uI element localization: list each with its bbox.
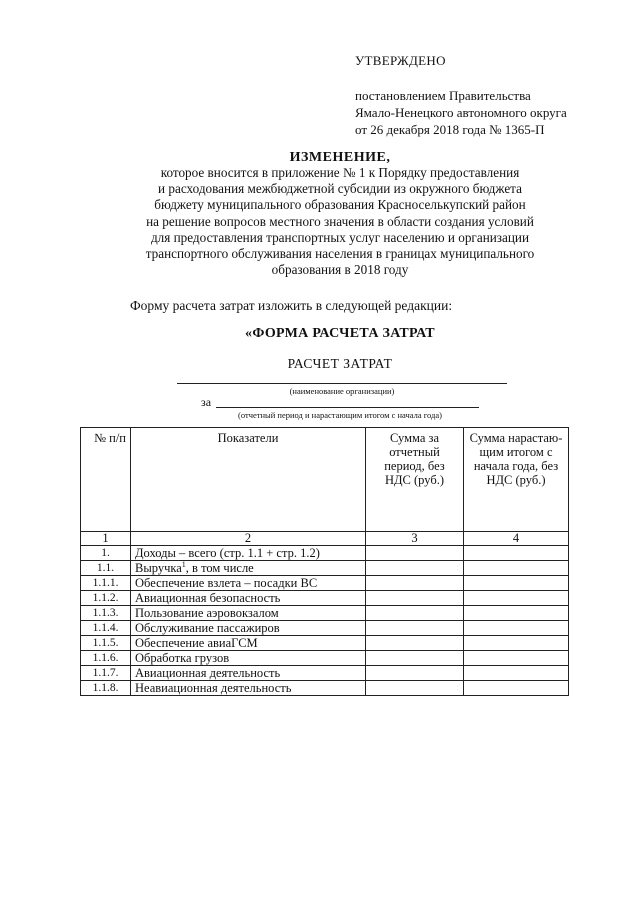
row-cumulative-value (464, 606, 569, 621)
subtitle-line: для предоставления транспортных услуг населению и организации (150, 229, 530, 245)
period-prefix: за (201, 395, 212, 409)
document-title: ИЗМЕНЕНИЕ, (289, 150, 391, 165)
subtitle-line: и расходования межбюджетной субсидии из окружного бюджета (158, 181, 522, 197)
row-number: 1.1.7. (81, 666, 131, 681)
table-row (81, 651, 569, 666)
row-label: Неавиационная деятельность (131, 681, 366, 696)
row-number: 1. (81, 546, 131, 561)
row-label: Пользование аэровокзалом (131, 606, 366, 621)
form-title: «ФОРМА РАСЧЕТА ЗАТРАТ (245, 326, 435, 341)
row-cumulative-value (464, 576, 569, 591)
table-row (81, 591, 569, 606)
row-label: Обеспечение авиаГСМ (131, 636, 366, 651)
subtitle-line: образования в 2018 году (271, 262, 409, 278)
approval-line: Ямало-Ненецкого автономного округа (355, 105, 567, 120)
table-row (81, 621, 569, 636)
subtitle-line: на решение вопросов местного значения в области создания условий (146, 213, 534, 229)
table-row (81, 666, 569, 681)
row-number: 1.1.3. (81, 606, 131, 621)
row-period-value (366, 666, 464, 681)
row-period-value (366, 621, 464, 636)
organization-caption: (наименование организации) (289, 386, 395, 396)
header-indicators: Показатели (131, 428, 366, 532)
table-row (81, 636, 569, 651)
approval-heading: УТВЕРЖДЕНО (355, 53, 446, 68)
column-number: 4 (464, 532, 569, 546)
subtitle-line: бюджету муниципального образования Красноселькупский район (154, 197, 526, 213)
row-period-value (366, 561, 464, 576)
calc-title: РАСЧЕТ ЗАТРАТ (287, 356, 393, 371)
row-period-value (366, 681, 464, 696)
row-number: 1.1. (81, 561, 131, 576)
organization-name-line (177, 383, 507, 384)
table-row (81, 681, 569, 696)
document-subtitle (100, 165, 580, 278)
row-period-value (366, 591, 464, 606)
row-number: 1.1.2. (81, 591, 131, 606)
period-line (216, 407, 479, 408)
row-label-text: Выручка (135, 561, 182, 575)
header-number: № п/п (81, 428, 131, 532)
row-cumulative-value (464, 591, 569, 606)
row-number: 1.1.6. (81, 651, 131, 666)
row-period-value (366, 576, 464, 591)
row-label-suffix: , в том числе (185, 561, 254, 575)
subtitle-line: транспортного обслуживания населения в границах муниципального (145, 246, 535, 262)
row-label: Обеспечение взлета – посадки ВС (131, 576, 366, 591)
row-label: Обработка грузов (131, 651, 366, 666)
column-number: 2 (131, 532, 366, 546)
header-cumulative-sum: Сумма нарастаю-щим итогом с начала года, без НДС (руб.) (464, 428, 569, 532)
row-cumulative-value (464, 561, 569, 576)
row-label: Доходы – всего (стр. 1.1 + стр. 1.2) (131, 546, 366, 561)
row-cumulative-value (464, 636, 569, 651)
table-row (81, 561, 569, 576)
approval-block (355, 52, 567, 138)
row-cumulative-value (464, 666, 569, 681)
row-period-value (366, 636, 464, 651)
row-label: Обслуживание пассажиров (131, 621, 366, 636)
row-number: 1.1.4. (81, 621, 131, 636)
row-cumulative-value (464, 651, 569, 666)
row-number: 1.1.8. (81, 681, 131, 696)
period-caption: (отчетный период и нарастающим итогом с начала года) (238, 410, 442, 420)
intro-text: Форму расчета затрат изложить в следующей редакции: (130, 298, 453, 313)
row-number: 1.1.5. (81, 636, 131, 651)
row-period-value (366, 651, 464, 666)
column-numbers-row (81, 532, 569, 546)
row-label: Авиационная безопасность (131, 591, 366, 606)
row-cumulative-value (464, 621, 569, 636)
row-period-value (366, 546, 464, 561)
header-period-sum: Сумма за отчетный период, без НДС (руб.) (366, 428, 464, 532)
row-cumulative-value (464, 546, 569, 561)
table-row (81, 546, 569, 561)
row-period-value (366, 606, 464, 621)
row-cumulative-value (464, 681, 569, 696)
table-row (81, 576, 569, 591)
footnote-mark: 1 (181, 559, 186, 569)
approval-line: постановлением Правительства (355, 88, 531, 103)
row-number: 1.1.1. (81, 576, 131, 591)
costs-table (80, 427, 569, 696)
row-label: Авиационная деятельность (131, 666, 366, 681)
table-row (81, 606, 569, 621)
table-header-row (81, 428, 569, 532)
subtitle-line: которое вносится в приложение № 1 к Порядку предоставления (160, 165, 520, 180)
column-number: 3 (366, 532, 464, 546)
row-label (131, 561, 366, 576)
approval-line: от 26 декабря 2018 года № 1365-П (355, 122, 545, 137)
column-number: 1 (81, 532, 131, 546)
